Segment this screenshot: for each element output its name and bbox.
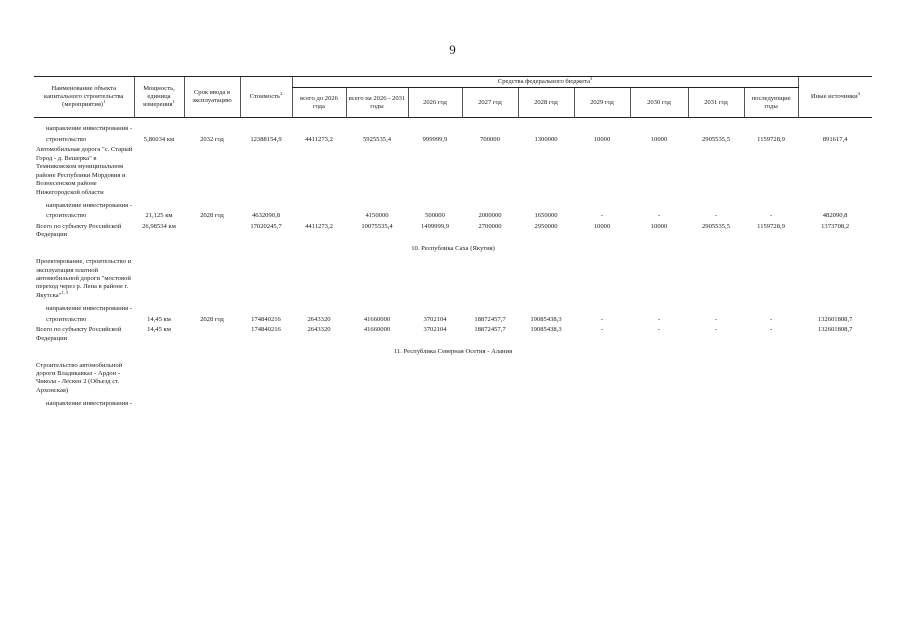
federal-budget-table — [34, 76, 872, 410]
header-cost: Стоимость$^2$ — [240, 77, 292, 118]
header-capacity: Мощность, единица измерения$^1$ — [134, 77, 184, 118]
header-other: Иные источники$^4$ — [798, 77, 872, 118]
section-heading-row — [34, 241, 872, 257]
table-row: Всего по субъекту Российской Федерации 26,98534 км 17020245,7 4411273,2 10075535,4 1499999,9 2700000 2950000 10000 10000 2905535,5 1159728,9 1373708,2 — [36, 222, 850, 239]
header-name: Наименование объекта капитального строительства (мероприятия)$^1$ — [34, 77, 134, 118]
section-title: 11. Республика Северная Осетия - Алания — [393, 348, 513, 356]
header-sub: 2029 год — [574, 88, 630, 118]
header-sub: 2031 год — [688, 88, 744, 118]
table-row: строительство 14,45 км 2028 год 174840216 2643320 41660000 3702104 18872457,7 19085438,3 - - - - 132601808,7 — [46, 315, 853, 323]
header-sub: всего до 2026 года — [292, 88, 346, 118]
header-sub: всего на 2026 - 2031 годы — [346, 88, 408, 118]
table-row: Строительство автомобильной дороги Владикавказ - Ардон - Чикола - Лескен 2 (Объезд ст. Архонская) — [36, 361, 123, 394]
page-number: 9 — [449, 42, 456, 57]
section-title: 10. Республика Саха (Якутия) — [411, 244, 495, 252]
header-sub: последующие годы — [744, 88, 798, 118]
header-term: Срок ввода в эксплуатацию — [184, 77, 240, 118]
header-federal: Средства федерального бюджета$^3$ — [292, 77, 798, 88]
header-sub: 2026 год — [408, 88, 462, 118]
table-row: направление инвестирования - — [46, 400, 133, 408]
header-sub: 2030 год — [630, 88, 688, 118]
table-row: строительство 5,86034 км 2032 год 12388154,9 4411273,2 5925535,4 999999,9 700000 1300000 10000 10000 2905535,5 1159728,9 891617,4 — [46, 135, 848, 143]
header-sub: 2028 год — [518, 88, 574, 118]
section-heading-row — [34, 344, 872, 360]
table-row: направление инвестирования - — [46, 305, 133, 313]
table-row: направление инвестирования - — [46, 201, 133, 209]
header-sub: 2027 год — [462, 88, 518, 118]
table-row: направление инвестирования - — [46, 125, 133, 133]
table-row: Всего по субъекту Российской Федерации 14,45 км 174840216 2643320 41660000 3702104 18872457,7 19085438,3 - - - - 132601808,7 — [36, 326, 853, 342]
table-body — [34, 118, 872, 410]
table-row: строительство 21,125 км 2028 год 4632090,8 4150000 500000 2000000 1650000 - - - - 482090,8 — [46, 212, 848, 220]
table-row: Проектирование, строительство и эксплуатация платной автомобильной дороги "мостовой переход через р. Лена в районе г. Якутска"$^{1, 5}$ — [36, 258, 132, 299]
table-row: Автомобильная дорога "с. Старый Город - д. Вешерка" в Темниковском муниципальном районе Республики Мордовия и Вознесенском районе Нижегородской области — [36, 146, 133, 196]
